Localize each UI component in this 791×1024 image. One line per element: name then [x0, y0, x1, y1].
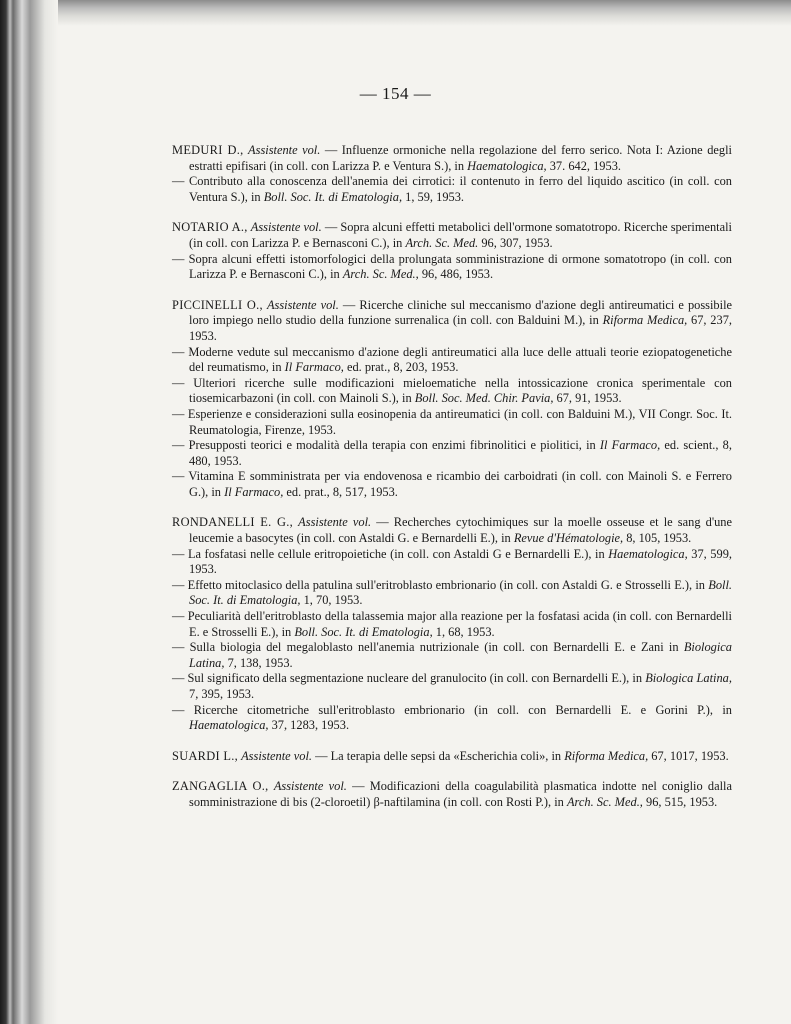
publication-title: — Esperienze e considerazioni sulla eosinopenia da antireumatici (in coll. con Balduini M.), VII Congr. Soc. It. Reumatologia, Firenze, 1953.: [172, 406, 732, 437]
bibliography-entry: [172, 515, 732, 733]
journal-name: Arch. Sc. Med.,: [566, 794, 643, 809]
publication-title: — Presupposti teorici e modalità della terapia con enzimi fibrinolitici e piolitici, in: [172, 438, 600, 453]
bibliography-entry: [172, 779, 732, 810]
author-name: SUARDI L.,: [172, 748, 238, 763]
scan-edge-top: [58, 0, 791, 26]
author-role: Assistente vol.: [266, 297, 339, 312]
author-name: ZANGAGLIA O.,: [172, 779, 269, 794]
publication-title: — Sul significato della segmentazione nucleare del granulocito (in coll. con Bernardelli E.), in: [172, 671, 646, 686]
journal-name: Boll. Soc. Med. Chir. Pavia,: [414, 391, 554, 406]
journal-name: Il Farmaco,: [284, 360, 344, 375]
publication-item: [172, 345, 732, 376]
publication-item: [172, 220, 732, 251]
publication-title: — Recherches cytochimiques sur la moelle osseuse et le sang d'une leucemie a basocytes (in coll. con Astaldi G. e Bernardelli E.), in: [189, 515, 732, 546]
author-role: Assistente vol.: [273, 779, 347, 794]
page-number: — 154 —: [359, 84, 432, 103]
publication-title: — Effetto mitoclasico della patulina sull'eritroblasto embrionario (in coll. con Astaldi G. e Strosselli E.), in: [172, 577, 709, 592]
journal-name: Boll. Soc. It. di Ematologia,: [189, 577, 732, 608]
publication-title: — Contributo alla conoscenza dell'anemia dei cirrotici: il contenuto in ferro del liquido ascitico (in coll. con Ventura S.), in: [172, 174, 732, 204]
author-role: Assistente vol.: [250, 220, 322, 235]
citation-details: 7, 395, 1953.: [189, 687, 255, 701]
citation-details: ed. prat., 8, 203, 1953.: [343, 360, 459, 375]
author-name: RONDANELLI E. G.,: [172, 515, 294, 530]
publication-title: — Sopra alcuni effetti istomorfologici della prolungata somministrazione di ormone somatotropo (in coll. con Larizza P. e Bernasconi C.), in: [172, 251, 732, 282]
bibliography-entry: [172, 220, 732, 282]
journal-name: Haematologica,: [467, 158, 547, 173]
citation-details: 67, 237, 1953.: [189, 313, 732, 343]
journal-name: Arch. Sc. Med.,: [342, 267, 419, 282]
citation-details: 96, 307, 1953.: [478, 235, 553, 250]
publication-item: [172, 779, 732, 810]
publication-item: [172, 376, 732, 407]
journal-name: Il Farmaco,: [599, 438, 661, 453]
journal-name: Boll. Soc. It. di Ematologia,: [263, 189, 403, 204]
publication-item: [172, 547, 732, 578]
publication-title: — Modificazioni della coagulabilità plasmatica indotte nel coniglio dalla somministrazione di bis (2-cloroetil) β-naftilamina (in coll. con Rosti P.), in: [189, 779, 732, 809]
publication-item: [172, 298, 732, 345]
journal-name: Riforma Medica,: [564, 748, 649, 763]
journal-name: Il Farmaco,: [224, 484, 284, 499]
publication-item: [172, 609, 732, 640]
journal-name: Biologica Latina,: [645, 671, 732, 686]
publication-title: — Peculiarità dell'eritroblasto della talassemia major alla reazione per la fosfatasi acida (in coll. con Bernardelli E. e Strosselli E.), in: [172, 609, 732, 639]
author-name: NOTARIO A.,: [172, 220, 248, 235]
author-role: Assistente vol.: [298, 515, 372, 530]
publication-item: [172, 438, 732, 469]
journal-name: Arch. Sc. Med.: [405, 235, 479, 250]
citation-details: 1, 59, 1953.: [402, 189, 464, 204]
citation-details: 37, 599, 1953.: [189, 546, 732, 577]
citation-details: 7, 138, 1953.: [224, 655, 293, 670]
author-role: Assistente vol.: [248, 143, 321, 157]
citation-details: 37. 642, 1953.: [546, 158, 621, 173]
publication-item: [172, 515, 732, 546]
publication-item: [172, 407, 732, 438]
citation-details: 37, 1283, 1953.: [268, 718, 350, 733]
publication-title: — Ricerche cliniche sul meccanismo d'azione degli antireumatici e possibile loro impiego nello studio della funzione surrenalica (in coll. con Balduini M.), in: [189, 297, 733, 328]
author-name: PICCINELLI O.,: [172, 297, 263, 312]
citation-details: 96, 486, 1953.: [418, 267, 494, 282]
journal-name: Biologica Latina,: [189, 640, 732, 670]
citation-details: ed. prat., 8, 517, 1953.: [283, 484, 398, 499]
journal-name: Haematologica,: [608, 546, 688, 561]
citation-details: 1, 70, 1953.: [300, 593, 363, 608]
publication-item: [172, 640, 732, 671]
bibliography-entry: [172, 298, 732, 501]
journal-name: Haematologica,: [189, 718, 269, 733]
author-role: Assistente vol.: [241, 748, 312, 763]
publication-title: — Influenze ormoniche nella regolazione del ferro serico. Nota I: Azione degli estratti epifisari (in coll. con Larizza P. e Ventura S.), in: [189, 143, 732, 173]
journal-name: Riforma Medica,: [602, 313, 688, 328]
citation-details: 67, 1017, 1953.: [648, 748, 729, 763]
publication-item: [172, 703, 732, 734]
publication-title: — Vitamina E somministrata per via endovenosa e ricambio dei carboidrati (in coll. con Mainoli S. e Ferrero G.), in: [172, 469, 732, 499]
publication-title: — Sopra alcuni effetti metabolici dell'ormone somatotropo. Ricerche sperimentali (in coll. con Larizza P. e Bernasconi C.), in: [189, 220, 732, 250]
citation-details: 96, 515, 1953.: [642, 794, 718, 809]
publication-item: [172, 143, 732, 174]
publication-item: [172, 671, 732, 702]
journal-name: Boll. Soc. It. di Ematologia,: [294, 624, 433, 639]
publication-item: [172, 469, 732, 500]
citation-details: 1, 68, 1953.: [432, 624, 495, 639]
author-name: MEDURI D.,: [172, 143, 244, 157]
journal-name: Revue d'Hématologie,: [513, 531, 624, 546]
bibliography-list: [172, 143, 732, 826]
citation-details: 67, 91, 1953.: [553, 391, 622, 406]
citation-details: 8, 105, 1953.: [623, 531, 692, 546]
publication-title: — Ricerche citometriche sull'eritroblasto embrionario (in coll. con Bernardelli E. e Gorini P.), in: [172, 702, 732, 717]
publication-item: [172, 174, 732, 205]
bibliography-entry: [172, 143, 732, 205]
bibliography-entry: [172, 749, 732, 765]
publication-title: — Ulteriori ricerche sulle modificazioni mieloematiche nella intossicazione cronica sperimentale con tiosemicarbazoni (in coll. con Mainoli S.), in: [172, 375, 732, 406]
publication-item: [172, 749, 732, 765]
publication-title: — La terapia delle sepsi da «Escherichia coli», in: [315, 748, 565, 763]
publication-title: — Sulla biologia del megaloblasto nell'anemia nutrizionale (in coll. con Bernardelli E. e Zani in: [172, 640, 684, 655]
publication-title: — La fosfatasi nelle cellule eritropoietiche (in coll. con Astaldi G e Bernardelli E.), in: [172, 546, 609, 561]
citation-details: ed. scient., 8, 480, 1953.: [189, 438, 732, 468]
publication-item: [172, 252, 732, 283]
publication-title: — Moderne vedute sul meccanismo d'azione degli antireumatici alla luce delle attuali teorie eziopatogenetiche del reumatismo, in: [172, 344, 732, 375]
scan-edge-left: [0, 0, 58, 1024]
publication-item: [172, 578, 732, 609]
